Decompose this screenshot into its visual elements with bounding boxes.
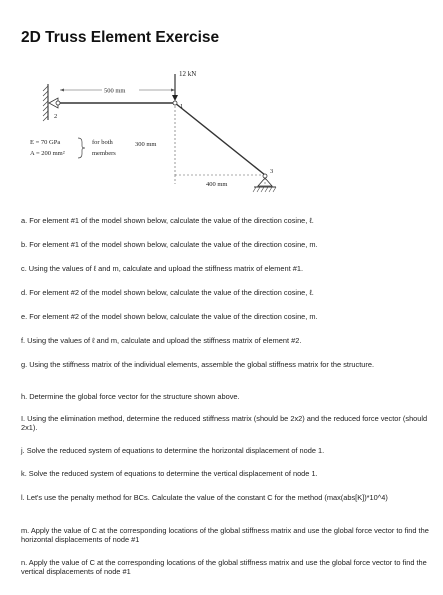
dimension-top-label: 500 mm [104,87,126,95]
left-wall-support-icon [43,84,48,121]
question-g: g. Using the stiffness matrix of the individual elements, assemble the global stiffness matrix for the structure. [21,360,375,369]
dimension-bottom-label: 400 mm [206,181,228,188]
question-a: a. For element #1 of the model shown below, calculate the value of the direction cosine, ℓ. [21,216,314,225]
question-m: m. Apply the value of C at the corresponding locations of the global stiffness matrix and use the global force vector to find the horizontal displacements of node #1 [21,526,429,545]
truss-diagram [18,62,318,210]
node2-label: 2 [54,113,58,120]
dimension-right-label: 300 mm [135,141,157,148]
question-i: I. Using the elimination method, determine the reduced stiffness matrix (should be 2x2) and the reduced force vector (should 2x1). [21,414,428,433]
question-k: k. Solve the reduced system of equations to determine the vertical displacement of node 1. [21,469,318,478]
question-j: j. Solve the reduced system of equations to determine the horizontal displacement of node 1. [21,446,325,455]
load-arrow-icon [172,74,178,101]
property-brace [78,138,85,158]
node3-label: 3 [270,168,274,175]
question-d: d. For element #2 of the model shown below, calculate the value of the direction cosine, ℓ. [21,288,314,297]
pin-support-node3-icon [253,174,276,192]
load-label: 12 kN [179,70,197,78]
property-note-1: for both [92,139,113,146]
question-c: c. Using the values of ℓ and m, calculate and upload the stiffness matrix of element #1. [21,264,304,273]
node1-joint [173,101,177,105]
property-E: E = 70 GPa [30,139,61,146]
truss-figure [18,62,318,210]
question-e: e. For element #2 of the model shown below, calculate the value of the direction cosine, m. [21,312,318,321]
pin-support-node2-icon [49,98,60,108]
question-l: l. Let's use the penalty method for BCs. Calculate the value of the constant C for the method (max(abs[K])*10^4) [21,493,388,502]
member-diagonal [175,103,265,175]
dimension-right [175,106,263,175]
question-b: b. For element #1 of the model shown below, calculate the value of the direction cosine, m. [21,240,318,249]
property-A: A = 200 mm² [30,150,65,157]
node1-label: 1 [180,103,184,110]
question-f: f. Using the values of ℓ and m, calculate and upload the stiffness matrix of element #2. [21,336,302,345]
page-title: 2D Truss Element Exercise [21,29,220,46]
property-note-2: members [92,150,116,157]
question-h: h. Determine the global force vector for the structure shown above. [21,392,240,401]
question-n: n. Apply the value of C at the corresponding locations of the global stiffness matrix and use the global force vector to find the vertical displacements of node #1 [21,558,427,577]
